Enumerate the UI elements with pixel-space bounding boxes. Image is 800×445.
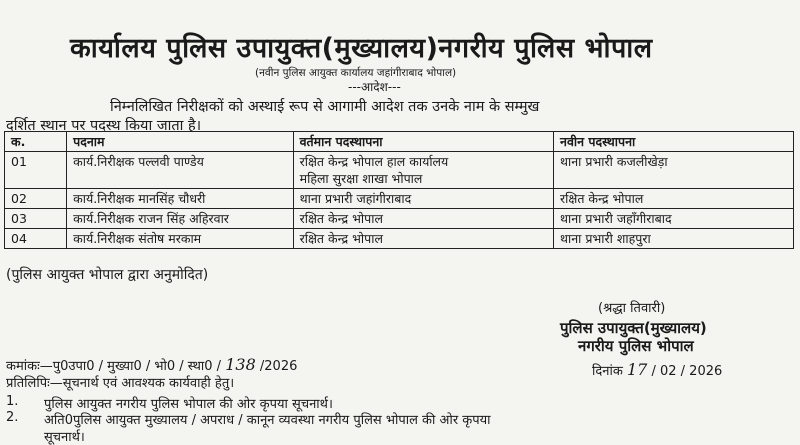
order-date (592, 360, 722, 379)
office-title: कार्यालय पुलिस उपायुक्त(मुख्यालय)नगरीय पुलिस भोपाल (70, 33, 653, 64)
row-serial: 04 (5, 229, 67, 249)
reference-number (6, 355, 297, 374)
row-current-posting: रक्षित केन्द्र भोपाल (293, 209, 553, 229)
table-row (5, 229, 794, 249)
postings-table (4, 131, 794, 249)
row-new-posting: थाना प्रभारी शाहपुरा (554, 229, 794, 249)
copy-heading: प्रतिलिपिः—सूचनार्थ एवं आवश्यक कार्यवाही हेतु। (6, 376, 235, 391)
row-current-posting (293, 152, 553, 189)
copy-item-number: 1. (6, 394, 19, 409)
row-new-posting: थाना प्रभारी कजलीखेड़ा (554, 152, 794, 189)
order-heading: ---आदेश--- (348, 80, 401, 94)
table-header-row (5, 132, 794, 152)
table-row (5, 189, 794, 209)
reference-year: /2026 (259, 359, 298, 374)
table-row (5, 209, 794, 229)
reference-handwritten-number: 138 (225, 355, 256, 374)
approval-note: (पुलिस आयुक्त भोपाल द्वारा अनुमोदित) (6, 267, 209, 283)
office-address: (नवीन पुलिस आयुक्त कार्यालय जहांगीराबाद भोपाल) (255, 67, 457, 79)
row-serial: 01 (5, 152, 67, 189)
row-new-posting: थाना प्रभारी जहाँगीराबाद (554, 209, 794, 229)
copy-item-text: अति0पुलिस आयुक्त मुख्यालय / अपराध / कानून व्यवस्था नगरीय पुलिस भोपाल की ओर कृपया (44, 413, 491, 428)
row-serial: 02 (5, 189, 67, 209)
reference-prefix: कमांकः—पु0उपा0 / मुख्या0 / भो0 / स्था0 / (6, 359, 222, 374)
date-rest: / 02 / 2026 (651, 364, 723, 379)
row-designation: कार्य.निरीक्षक राजन सिंह अहिरवार (67, 209, 293, 229)
col-header-designation: पदनाम (67, 132, 293, 152)
current-posting-line-2: महिला सुरक्षा शाखा भोपाल (299, 171, 423, 186)
row-current-posting: थाना प्रभारी जहांगीराबाद (293, 189, 553, 209)
copy-item-number: 2. (6, 410, 19, 425)
order-text-line-2: दर्शित स्थान पर पदस्थ किया जाता है। (6, 118, 202, 134)
col-header-new-posting: नवीन पदस्थापना (554, 132, 794, 152)
signatory-name: (श्रद्धा तिवारी) (598, 301, 666, 316)
table-row (5, 152, 794, 189)
date-handwritten-day: 17 (626, 360, 648, 379)
current-posting-line-1: रक्षित केन्द्र भोपाल हाल कार्यालय (299, 154, 449, 169)
row-designation: कार्य.निरीक्षक मानसिंह चौधरी (67, 189, 293, 209)
order-text-line-1: निम्नलिखित निरीक्षकों को अस्थाई रूप से आगामी आदेश तक उनके नाम के सम्मुख (110, 99, 540, 115)
signatory-office: नगरीय पुलिस भोपाल (578, 337, 694, 355)
row-current-posting: रक्षित केन्द्र भोपाल (293, 229, 553, 249)
row-designation: कार्य.निरीक्षक संतोष मरकाम (67, 229, 293, 249)
date-label: दिनांक (592, 364, 623, 379)
row-designation: कार्य.निरीक्षक पल्लवी पाण्डेय (67, 152, 293, 189)
col-header-current-posting: वर्तमान पदस्थापना (293, 132, 553, 152)
col-header-serial: क. (5, 132, 67, 152)
row-serial: 03 (5, 209, 67, 229)
copy-item-text: पुलिस आयुक्त नगरीय पुलिस भोपाल की ओर कृपया सूचनार्थ। (44, 397, 333, 412)
signatory-designation: पुलिस उपायुक्त(मुख्यालय) (560, 319, 707, 337)
row-new-posting: रक्षित केन्द्र भोपाल (554, 189, 794, 209)
copy-item-text-continued: सूचनार्थ। (44, 430, 85, 445)
